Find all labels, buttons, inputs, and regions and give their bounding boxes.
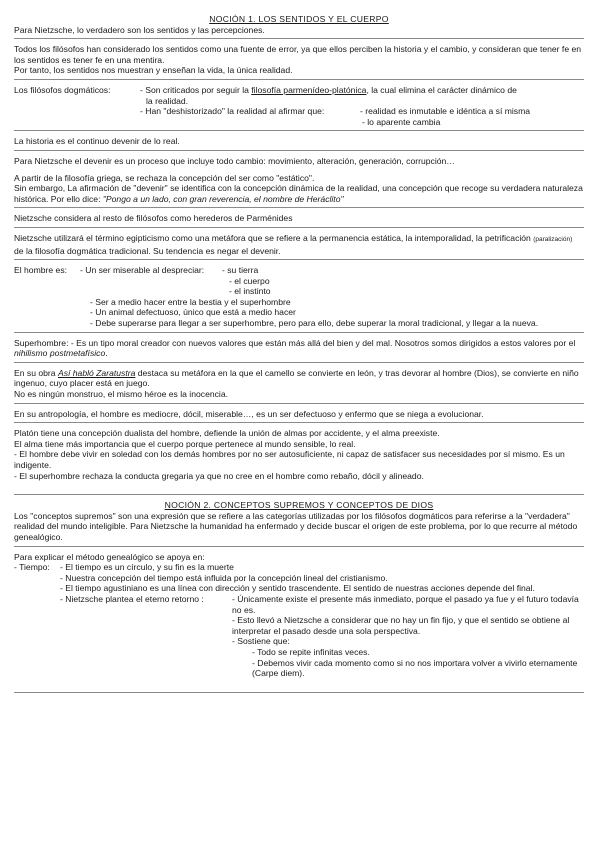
italic-term: nihilismo postmetafísico: [14, 348, 106, 359]
document-page: [14, 14, 584, 698]
list-item: - Debe superarse para llegar a ser superhombre, pero para ello, debe superar la moral tradicional, y llegar a la nueva.: [90, 318, 539, 329]
sublist-item: - su tierra: [222, 265, 259, 276]
time-block: [14, 562, 584, 679]
paragraph: Superhombre: - Es un tipo moral creador con nuevos valores que están más allá del bien y del mal. Nosotros somos dirigidos a estos valores por el nihilismo postmetafísico.: [14, 337, 576, 359]
time-list: [60, 562, 584, 679]
list-item: - Un animal defectuoso, único que está a medio hacer: [90, 307, 296, 318]
sublist-item: - el cuerpo: [229, 275, 270, 286]
divider: [14, 332, 584, 333]
dogmatic-list: [140, 85, 584, 127]
divider: [14, 494, 584, 495]
paragraph: Para explicar el método genealógico se apoya en:: [14, 551, 205, 562]
dogmatic-block: [14, 85, 584, 127]
list-item-cont: la realidad.: [146, 95, 189, 106]
paragraph: Sin embargo, La afirmación de "devenir" se identifica con la concepción dinámica de la realidad, una concepción que recoge su verdadera naturaleza histórica. Por ello dice: "Pongo a un lado, con gran reverencia, el nombre de Heráclito": [14, 183, 583, 204]
paragraph: - El hombre debe vivir en soledad con los demás hombres por no ser autosuficiente, ni capaz de satisfacer sus necesidades por sí mismo. Es un indigente.: [14, 449, 565, 470]
paragraph: A partir de la filosofía griega, se rechaza la concepción del ser como "estático".: [14, 172, 315, 183]
small-note: (paralización): [533, 235, 573, 243]
list-item: - Nietzsche plantea el eterno retorno : - Únicamente existe el presente más inmediato, porque el pasado ya fue y el futuro todavía no es. - Esto llevó a Nietzsche a considerar que no hay un fin fijo, y que el sentido se obtiene al interpretar el pasado desde una sola perspectiva. - Sostiene que: - Todo se repite infinitas veces. - Debemos vivir cada momento como si no nos importara volver a vivirlo eternamente (Carpe diem).: [60, 594, 584, 679]
book-title: Así habló Zaratustra: [57, 367, 136, 378]
quote: "Pongo a un lado, con gran reverencia, el nombre de Heráclito": [102, 193, 344, 204]
time-label: - Tiempo:: [14, 562, 50, 573]
underlined-term: filosofía parmenídeo-platónica: [251, 84, 367, 95]
paragraph: Los "conceptos supremos" son una expresión que se refiere a las categorías utilizadas por los filósofos dogmáticos para referirse a la "verdadera" realidad del mundo inteligible. Para Nietzsche la humanidad ha enfermado y decide buscar el origen de este problema, por lo que recurre al método genealógico.: [14, 510, 578, 542]
paragraph: En su antropología, el hombre es mediocre, dócil, miserable…, es un ser defectuoso y enfermo que se niega a evolucionar.: [14, 408, 484, 419]
divider: [14, 422, 584, 423]
sublist-item: - Todo se repite infinitas veces.: [252, 646, 370, 657]
paragraph: Nietzsche utilizará el término egipticismo como una metáfora que se refiere a la permanencia estática, la intemporalidad, la petrificación (paralización) de la filosofía dogmática tradicional. Su tendencia es negar el devenir.: [14, 232, 573, 256]
paragraph: Todos los filósofos han considerado los sentidos como una fuente de error, ya que ellos perciben la historia y el cambio, y consideran que tener fe en los sentidos es tener fe en una mentira.: [14, 44, 582, 65]
divider: [14, 692, 584, 693]
intro-text: Para Nietzsche, lo verdadero son los sentidos y las percepciones.: [14, 24, 265, 35]
list-item: - El tiempo es un círculo, y su fin es la muerte: [60, 562, 234, 573]
divider: [14, 150, 584, 151]
man-block: [14, 265, 584, 329]
list-item: - Nuestra concepción del tiempo está influida por la concepción lineal del cristianismo.: [60, 572, 388, 583]
paragraph: En su obra Así habló Zaratustra destaca su metáfora en la que el camello se convierte en león, y tras devorar al hombre (Dios), se convierte en niño ingenuo, cuyo placer está en juego.: [14, 367, 579, 389]
list-item: - El tiempo agustiniano es una línea con dirección y sentido trascendente. El sentido de nuestras acciones depende del final.: [60, 583, 535, 594]
paragraph: - El superhombre rechaza la conducta gregaria ya que no cree en el hombre como rebaño, dócil y alineado.: [14, 470, 424, 481]
sublist: [222, 265, 271, 297]
list-item: - Un ser miserable al despreciar: - su tierra - el cuerpo - el instinto: [80, 265, 271, 297]
paragraph: La historia es el continuo devenir de lo real.: [14, 136, 180, 147]
paragraph: No es ningún monstruo, el mismo héroe es la inocencia.: [14, 389, 229, 400]
paragraph: Para Nietzsche el devenir es un proceso que incluye todo cambio: movimiento, alteración, generación, corrupción…: [14, 155, 455, 166]
sublist-item: - realidad es inmutable e idéntica a sí misma: [360, 106, 531, 117]
man-list: [80, 265, 584, 329]
sublist-item: - Únicamente existe el presente más inmediato, porque el pasado ya fue y el futuro todavía no es.: [232, 593, 579, 615]
divider: [14, 403, 584, 404]
sublist: [232, 594, 584, 679]
sublist-item: - Esto llevó a Nietzsche a considerar que no hay un fin fijo, y que el sentido se obtiene al interpretar el pasado desde una sola perspectiva.: [232, 615, 570, 636]
divider: [14, 362, 584, 363]
section-title-2: NOCIÓN 2. CONCEPTOS SUPREMOS Y CONCEPTOS DE DIOS: [164, 500, 434, 511]
man-label: El hombre es:: [14, 265, 68, 276]
divider: [14, 207, 584, 208]
divider: [14, 259, 584, 260]
paragraph: Nietzsche considera al resto de filósofos como herederos de Parménides: [14, 213, 293, 224]
divider: [14, 130, 584, 131]
list-item: - Son criticados por seguir la filosofía parmenídeo-platónica, la cual elimina el carácter dinámico de: [140, 84, 517, 95]
divider: [14, 227, 584, 228]
divider: [14, 38, 584, 39]
sublist: [360, 106, 584, 127]
sublist-item: - Sostiene que:: [232, 636, 290, 647]
paragraph: Por tanto, los sentidos nos muestran y enseñan la vida, la única realidad.: [14, 65, 293, 76]
sublist-item: - Debemos vivir cada momento como si no nos importara volver a vivirlo eternamente (Carpe diem).: [252, 657, 578, 679]
dogmatic-label: Los filósofos dogmáticos:: [14, 84, 111, 95]
paragraph: Platón tiene una concepción dualista del hombre, defiende la unión de almas por accidente, y el alma preexiste.: [14, 428, 440, 439]
sublist-item: - el instinto: [229, 286, 271, 297]
section-title-1: NOCIÓN 1. LOS SENTIDOS Y EL CUERPO: [209, 14, 389, 24]
divider: [14, 546, 584, 547]
divider: [14, 79, 584, 80]
list-item: - Han "deshistorizado" la realidad al afirmar que: - realidad es inmutable e idéntica a sí misma - lo aparente cambia: [140, 106, 584, 127]
paragraph: El alma tiene más importancia que el cuerpo porque pertenece al mundo sensible, lo real.: [14, 438, 356, 449]
sublist-item: - lo aparente cambia: [362, 116, 441, 127]
list-item: - Ser a medio hacer entre la bestia y el superhombre: [90, 296, 291, 307]
